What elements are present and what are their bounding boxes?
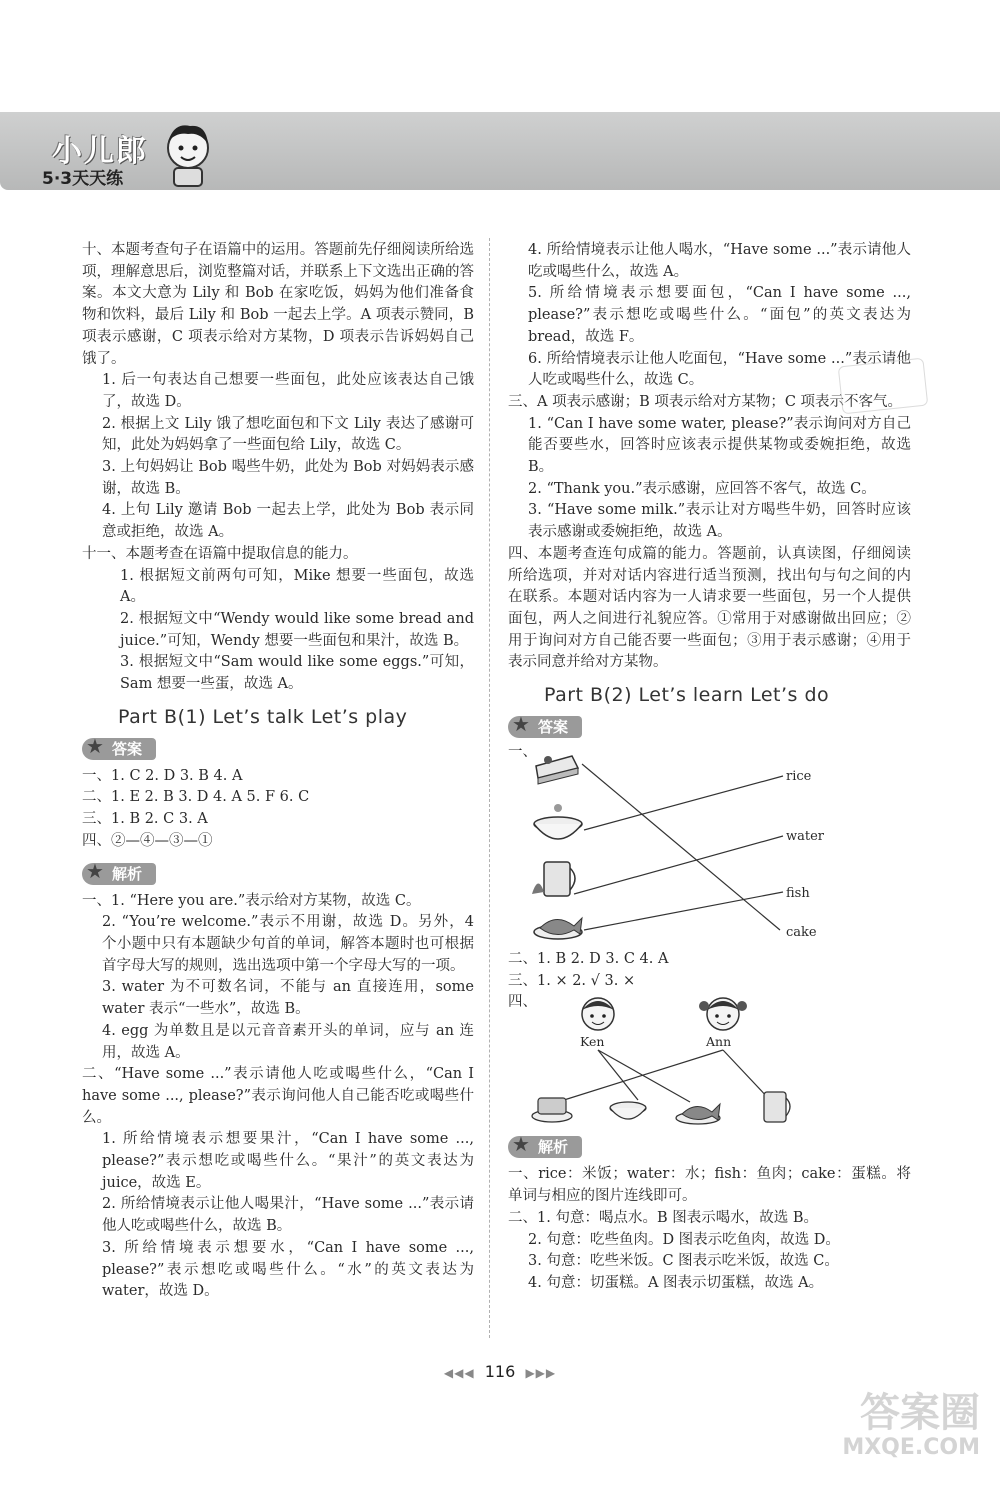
text-paragraph: 4. 上句 Lily 邀请 Bob 一起去上学，此处为 Bob 表示同意或拒绝，故选 A。 xyxy=(102,502,474,541)
match-word-cake: cake xyxy=(786,925,817,941)
text-paragraph: 一、rice：米饭；water：水；fish：鱼肉；cake：蛋糕。将单词与相应的图片连线即可。 xyxy=(508,1166,911,1205)
fish-plate-icon xyxy=(534,918,582,939)
column-divider xyxy=(489,238,490,1338)
text-paragraph: 4. 句意：切蛋糕。A 图表示切蛋糕，故选 A。 xyxy=(528,1274,824,1291)
matching-lines xyxy=(508,744,911,949)
star-icon: ★ xyxy=(86,733,104,758)
header-band xyxy=(0,112,1000,190)
left-answer-text xyxy=(82,240,474,696)
fish-plate-icon xyxy=(676,1104,720,1124)
text-paragraph: 3. 根据短文中“Sam would like some eggs.”可知，Sam 想要一些蛋，故选 A。 xyxy=(120,654,474,693)
food-preference-exercise xyxy=(508,992,911,1132)
part-b2-analysis xyxy=(508,1164,911,1294)
text-paragraph: 1. 根据短文前两句可知，Mike 想要一些面包，故选 A。 xyxy=(120,567,474,606)
text-paragraph: 3. 句意：吃些米饭。C 图表示吃米饭，故选 C。 xyxy=(528,1253,839,1270)
text-paragraph: 三、1. × 2. √ 3. × xyxy=(508,972,636,989)
match-word-rice: rice xyxy=(786,769,812,785)
text-paragraph: 2. 根据上文 Lily 饿了想吃面包和下文 Lily 表达了感谢可知，此处为妈妈拿了一些面包给 Lily，故选 C。 xyxy=(102,415,474,454)
star-icon: ★ xyxy=(512,1132,530,1157)
page-arrows-right-icon: ▶▶▶ xyxy=(525,1366,557,1380)
page-number xyxy=(0,1362,1000,1381)
text-paragraph: 二、“Have some ...”表示请他人吃或喝些什么，“Can I have some ..., please?”表示询问他人自己能否吃或喝些什么。 xyxy=(82,1066,474,1126)
part-b1-title: Part B(1) Let’s talk Let’s play xyxy=(118,705,408,728)
text-paragraph: 四、本题考查连句成篇的能力。答题前，认真读图，仔细阅读所给选项，并对对话内容进行适当预测，找出句与句之间的内在联系。本题对话内容为一人请求要一些面包，另一个人提供面包，两人之间进行礼貌应答。①常用于对感谢做出回应；②用于询问对方自己能否要一些面包；③用于表示感谢；④用于表示同意并给对方某物。 xyxy=(508,545,911,671)
cake-picture-icon xyxy=(536,756,578,784)
text-paragraph: 1. 后一句表达自己想要一些面包，此处应该表达自己饿了，故选 D。 xyxy=(102,372,474,410)
mascot-boy-icon xyxy=(160,118,216,188)
text-paragraph: 一、1. C 2. D 3. B 4. A xyxy=(82,767,243,784)
brand-logo: 小儿郎 xyxy=(52,134,148,169)
matching-exercise xyxy=(508,744,911,949)
page-number-value: 116 xyxy=(484,1362,516,1381)
text-paragraph: 2. 根据短文中“Wendy would like some bread and juice.”可知，Wendy 想要一些面包和果汁，故选 B。 xyxy=(120,610,474,649)
text-paragraph: 1. 所给情境表示想要果汁，“Can I have some ..., please?”表示想吃或喝些什么。“果汁”的英文表达为 juice，故选 E。 xyxy=(102,1131,474,1191)
part-b1-answers xyxy=(82,766,474,853)
text-paragraph: 四、②—④—③—① xyxy=(82,832,213,849)
text-paragraph: 3. 所给情境表示想要水，“Can I have some ..., please?”表示想吃或喝些什么。“水”的英文表达为 water，故选 D。 xyxy=(102,1239,474,1300)
part-b1-analysis xyxy=(82,891,474,1303)
part-b2-title: Part B(2) Let’s learn Let’s do xyxy=(544,684,830,707)
text-paragraph: 十、本题考查句子在语篇中的运用。答题前先仔细阅读所给选项，理解意思后，浏览整篇对话，并联系上下文选出正确的答案。本文大意为 Lily 和 Bob 在家吃饭，妈妈为他们准备食物和饮料，最后 Lily 和 Bob 一起去上学。A 项表示赞同，B 项表示感谢，C 项表示给对方某物，D 项表示告诉妈妈自己饿了。 xyxy=(82,242,474,367)
analysis-tag: ★ 解析 xyxy=(508,1136,582,1158)
right-answer-text xyxy=(508,240,911,674)
left-column xyxy=(82,240,474,1303)
question-label: 一、 xyxy=(508,744,537,761)
question-label: 四、 xyxy=(508,994,537,1011)
text-paragraph: 6. 所给情境表示让他人吃面包，“Have some ...”表示请他人吃或喝些什么，故选 C。 xyxy=(528,350,911,389)
page-arrows-left-icon: ◀◀◀ xyxy=(443,1366,475,1380)
text-paragraph: 1. “Can I have some water, please?”表示询问对方自己能否要些水，回答时应该表示提供某物或委婉拒绝，故选 B。 xyxy=(528,415,911,476)
text-paragraph: 二、1. 句意：喝点水。B 图表示喝水，故选 B。 xyxy=(508,1209,818,1226)
text-paragraph: 5. 所给情境表示想要面包，“Can I have some ..., please?”表示想吃或喝些什么。“面包”的英文表达为 bread，故选 F。 xyxy=(528,285,911,345)
match-word-water: water xyxy=(786,829,825,845)
text-paragraph: 2. “You’re welcome.”表示不用谢，故选 D。另外，4 个小题中只有本题缺少句首的单词，解答本题时也可根据首字母大写的规则，选出选项中第一个字母大写的一项。 xyxy=(102,914,474,974)
watermark-stamp xyxy=(838,358,929,415)
part-b2-answers xyxy=(508,949,911,992)
match-word-fish: fish xyxy=(786,886,810,902)
text-paragraph: 3. water 为不可数名词，不能与 an 直接连用，some water 表示“一些水”，故选 B。 xyxy=(102,979,474,1018)
text-paragraph: 4. 所给情境表示让他人喝水，“Have some ...”表示请他人吃或喝些什么，故选 A。 xyxy=(528,242,911,280)
text-paragraph: 3. “Have some milk.”表示让对方喝些牛奶，回答时应该表示感谢或委婉拒绝，故选 A。 xyxy=(528,502,911,541)
text-paragraph: 二、1. E 2. B 3. D 4. A 5. F 6. C xyxy=(82,789,310,806)
brand-subtitle: 5·3天天练 xyxy=(42,169,124,189)
girl-ann-icon xyxy=(699,998,747,1030)
text-paragraph: 三、1. B 2. C 3. A xyxy=(82,811,208,828)
text-paragraph: 4. egg 为单数且是以元音音素开头的单词，应与 an 连用，故选 A。 xyxy=(102,1022,474,1061)
text-paragraph: 三、A 项表示感谢；B 项表示给对方某物；C 项表示不客气。 xyxy=(508,393,903,410)
corner-watermark: 答案圈 MXQE.COM xyxy=(842,1390,980,1460)
text-paragraph: 二、1. B 2. D 3. C 4. A xyxy=(508,951,669,968)
child-name-ann: Ann xyxy=(706,1034,732,1050)
preference-lines xyxy=(508,992,911,1132)
water-jug-icon xyxy=(764,1092,790,1122)
water-jug-icon xyxy=(532,862,575,896)
child-name-ken: Ken xyxy=(580,1034,605,1050)
boy-ken-icon xyxy=(582,998,614,1030)
cake-plate-icon xyxy=(532,1098,572,1122)
rice-bowl-icon xyxy=(534,804,582,839)
answer-tag: ★ 答案 xyxy=(508,716,582,738)
star-icon: ★ xyxy=(512,712,530,737)
text-paragraph: 十一、本题考查在语篇中提取信息的能力。 xyxy=(82,545,358,562)
text-paragraph: 2. “Thank you.”表示感谢，应回答不客气，故选 C。 xyxy=(528,480,876,497)
star-icon: ★ xyxy=(86,858,104,883)
text-paragraph: 3. 上句妈妈让 Bob 喝些牛奶，此处为 Bob 对妈妈表示感谢，故选 B。 xyxy=(102,459,474,497)
text-paragraph: 一、1. “Here you are.”表示给对方某物，故选 C。 xyxy=(82,892,421,909)
text-paragraph: 2. 句意：吃些鱼肉。D 图表示吃鱼肉，故选 D。 xyxy=(528,1231,840,1248)
text-paragraph: 2. 所给情境表示让他人喝果汁，“Have some ...”表示请他人吃或喝些什么，故选 B。 xyxy=(102,1196,474,1235)
analysis-tag: ★ 解析 xyxy=(82,863,156,885)
rice-bowl-icon xyxy=(610,1102,646,1119)
answer-tag: ★ 答案 xyxy=(82,738,156,760)
